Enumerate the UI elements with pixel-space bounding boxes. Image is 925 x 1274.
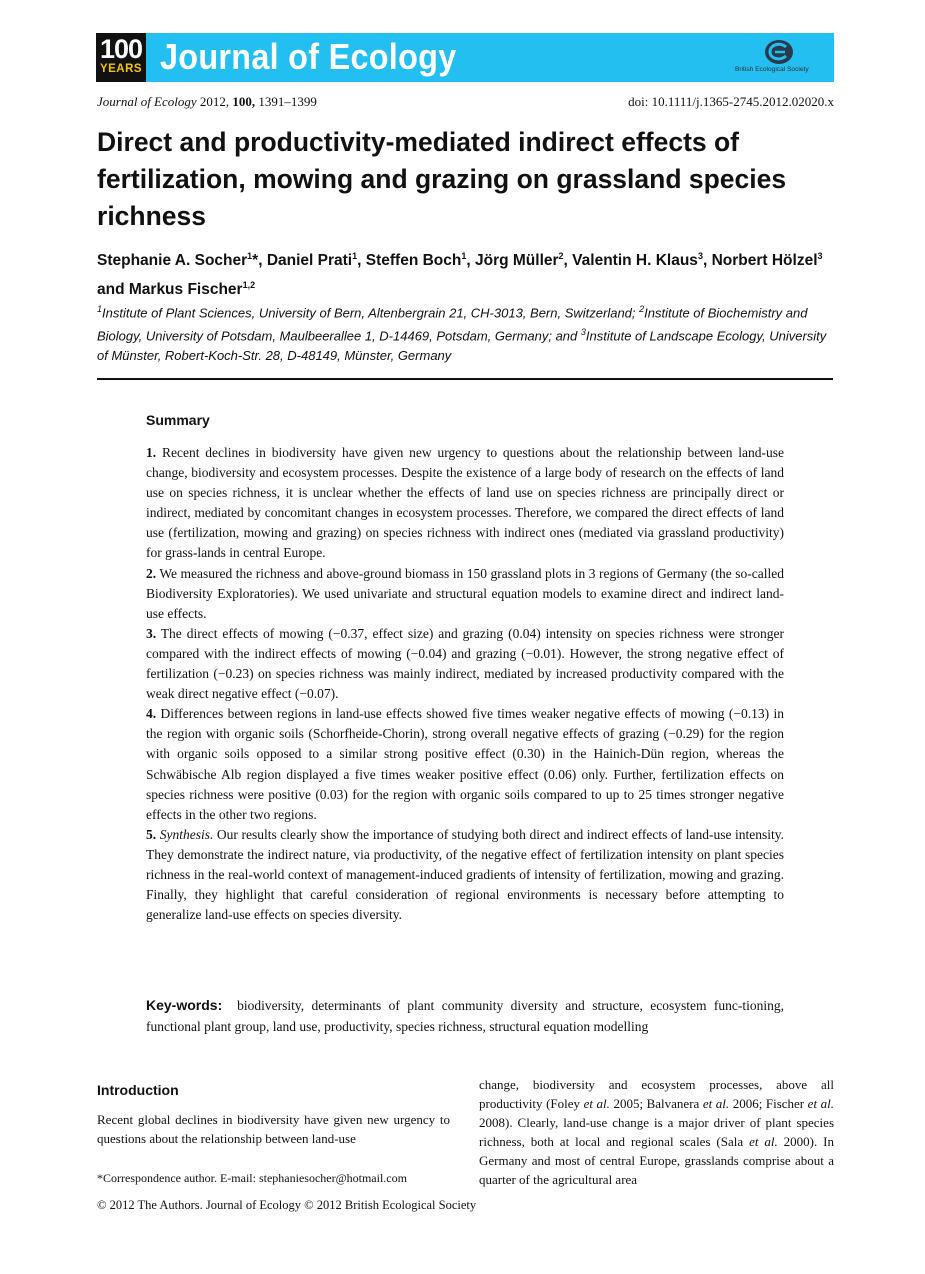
author-affiliation-mark: 3 bbox=[817, 251, 823, 261]
affiliation-text: Institute of Plant Sciences, University of Bern, Altenbergrain 21, CH-3013, Bern, Switzerland; bbox=[102, 305, 640, 321]
introduction-text-run: 2008). Clearly, land-use change is a major driver of plant species richness, both at local and regional scales (Sala bbox=[479, 1115, 834, 1149]
affiliation-text: Institute of Landscape Ecology, University of Münster, Robert-Koch-Str. 28, D-48149, Münster, Germany bbox=[97, 328, 827, 363]
summary-point-number: 5. bbox=[146, 826, 157, 842]
keywords-text: biodiversity, determinants of plant community diversity and structure, ecosystem func-tioning, functional plant group, land use, productivity, species richness, structural equation modelling bbox=[146, 998, 785, 1034]
introduction-text-run: 2000). In Germany and most of central Europe, grasslands comprise about a quarter of the agricultural area bbox=[479, 1134, 834, 1187]
citation-pages: 1391–1399 bbox=[258, 94, 317, 109]
author-name: Markus Fischer bbox=[128, 281, 243, 299]
author-name: Jörg Müller bbox=[474, 252, 559, 270]
citation-volume: 100, bbox=[232, 94, 256, 109]
summary-point-text: The direct effects of mowing (−0.37, effect size) and grazing (0.04) intensity on species richness were stronger compared with the indirect effects of mowing (−0.04) and grazing (−0.01). However, the strong negative effect of fertilization (−0.23) on species richness was mainly indirect, mediated by increased productivity compared with the weak direct negative effect (−0.07). bbox=[146, 625, 784, 702]
summary-point-text: Our results clearly show the importance of studying both direct and indirect effects of land-use intensity. They demonstrate the indirect nature, via productivity, of the negative effect of fertilization intensity on plant species richness in the real-world context of management-induced gradients of intensity of fertilization, mowing and grazing. Finally, they highlight that careful consideration of regional environments is necessary before attempting to generalize land-use effects on species diversity. bbox=[146, 826, 785, 923]
citation-etal: et al. bbox=[749, 1134, 778, 1149]
introduction-heading: Introduction bbox=[97, 1082, 179, 1098]
summary-point-text: We measured the richness and above-ground biomass in 150 grassland plots in 3 regions of Germany (the so-called Biodiversity Exploratories). We used univariate and structural equation models to examine direct and indirect land-use effects. bbox=[146, 565, 784, 621]
author-affiliation-mark: 1 bbox=[461, 251, 467, 261]
keywords bbox=[146, 995, 784, 1037]
summary-point-number: 1. bbox=[146, 445, 157, 460]
bes-logo-icon bbox=[764, 39, 794, 65]
summary-heading: Summary bbox=[146, 412, 210, 428]
citation-etal: et al. bbox=[702, 1096, 730, 1111]
summary-point bbox=[146, 825, 784, 925]
summary-point-number: 4. bbox=[146, 706, 157, 722]
introduction-text-run: 2006; Fischer bbox=[729, 1096, 808, 1111]
affiliation-mark: 1 bbox=[97, 304, 103, 314]
copyright-line: © 2012 The Authors. Journal of Ecology © 2012 British Ecological Society bbox=[97, 1198, 477, 1212]
introduction-text-run: 2005; Balvanera bbox=[609, 1096, 703, 1111]
author-affiliation-mark: 2 bbox=[558, 251, 564, 261]
summary-point-number: 2. bbox=[146, 565, 157, 581]
author-name: Valentin H. Klaus bbox=[572, 252, 698, 270]
summary-point-lead: Synthesis. bbox=[159, 826, 214, 842]
centenary-badge bbox=[96, 33, 146, 82]
author-name: Steffen Boch bbox=[365, 252, 462, 270]
introduction-right-text bbox=[479, 1075, 834, 1189]
author-affiliation-mark: 3 bbox=[697, 251, 703, 261]
summary-point bbox=[146, 564, 784, 624]
journal-name: Journal of Ecology bbox=[160, 36, 457, 77]
summary-point-text: Recent declines in biodiversity have given new urgency to questions about the relationship between land-use change, biodiversity and ecosystem processes. Despite the existence of a large body of research on the effects of land use on species richness, it is unclear whether the effects of land use on species richness are principally direct or indirect, mediated by concomitant changes in ecosystem processes. Therefore, we compared the direct effects of land use (fertilization, mowing and grazing) on species richness with indirect ones (mediated via grassland productivity) for grass-lands in central Europe. bbox=[146, 445, 785, 561]
summary-point bbox=[146, 624, 784, 704]
correspondence-note: *Correspondence author. E-mail: stephaniesocher@hotmail.com bbox=[97, 1171, 407, 1185]
summary-point bbox=[146, 443, 784, 564]
author-affiliation-mark: 1 bbox=[247, 251, 253, 261]
citation-line bbox=[97, 94, 317, 110]
affiliation-mark: 2 bbox=[639, 304, 645, 314]
summary-body bbox=[146, 443, 784, 925]
summary-point-text: Differences between regions in land-use effects showed five times weaker negative effects of mowing (−0.13) in the region with organic soils (Schorfheide-Chorin), strong overall negative effects of grazing (−0.29) for the region with organic soils opposed to a similar strong positive effect (0.30) in the Hainich-Dün region, whereas the Schwäbische Alb region displayed a five times weaker positive effect (0.06) only. Further, fertilization effects on species richness were positive (0.03) for the region with organic soils compared to up to 25 times stronger negative effects in the other two regions. bbox=[146, 706, 785, 822]
doi[interactable]: doi: 10.1111/j.1365-2745.2012.02020.x bbox=[628, 94, 834, 109]
citation-etal: et al. bbox=[807, 1096, 834, 1111]
affiliations bbox=[97, 300, 837, 365]
citation-etal: et al. bbox=[583, 1096, 610, 1111]
affiliation-mark: 3 bbox=[580, 326, 586, 337]
article-title: Direct and productivity-mediated indirect effects of fertilization, mowing and grazing on grassland species richness bbox=[97, 127, 787, 231]
badge-number: 100 bbox=[99, 34, 143, 64]
author-name: Stephanie A. Socher bbox=[97, 252, 248, 270]
introduction-left-text: Recent global declines in biodiversity have given new urgency to questions about the relationship between land-use bbox=[97, 1112, 450, 1147]
citation-year: 2012, bbox=[199, 94, 230, 109]
summary-point-number: 3. bbox=[146, 625, 157, 641]
author-affiliation-mark: 1 bbox=[352, 251, 358, 261]
author-affiliation-mark: 1,2 bbox=[242, 280, 256, 291]
author-list: Stephanie A. Socher$^1$*, Daniel Prati$^1$, Steffen Boch$^1$, Jörg Müller$^2$, Valentin H. Klaus$^3$, Norbert Hölzel$^3$ and Markus Fischer$^{1,2}$ bbox=[97, 251, 823, 299]
author-name: Norbert Hölzel bbox=[711, 252, 818, 270]
keywords-label: Key-words: bbox=[146, 997, 223, 1013]
affiliation-text: Institute of Biochemistry and Biology, University of Potsdam, Maulbeerallee 1, D-14469, Potsdam, Germany; and bbox=[97, 305, 808, 344]
introduction-text-run: change, biodiversity and ecosystem processes, above all productivity (Foley bbox=[479, 1077, 834, 1111]
citation-journal: Journal of Ecology bbox=[97, 94, 197, 109]
summary-point bbox=[146, 704, 784, 825]
badge-years: YEARS bbox=[99, 63, 143, 75]
society-name: British Ecological Society bbox=[735, 66, 809, 73]
author-name: Daniel Prati bbox=[266, 252, 353, 270]
divider bbox=[97, 378, 833, 380]
